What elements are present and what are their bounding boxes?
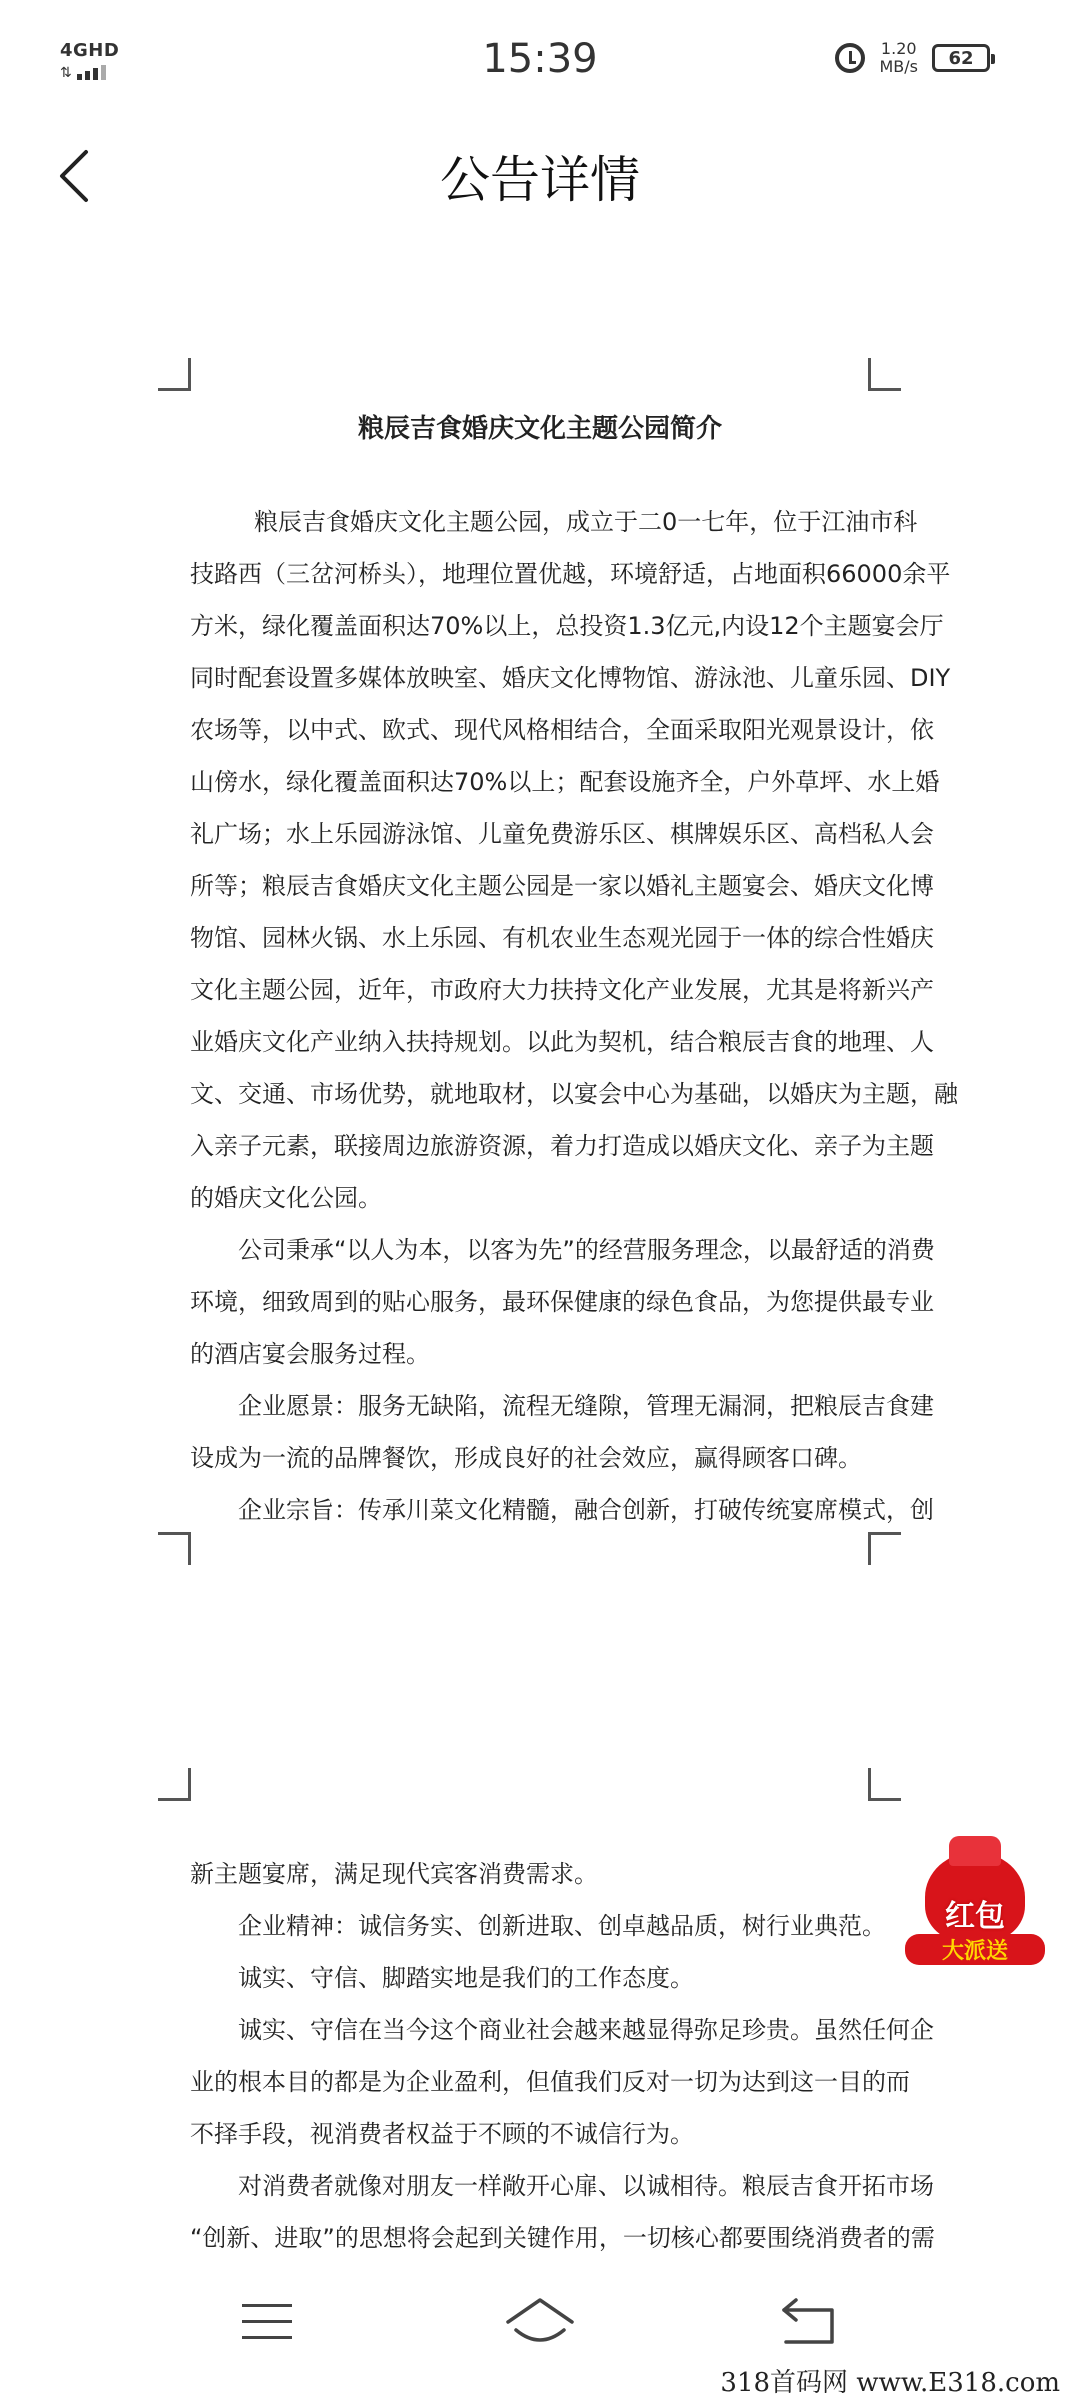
text-line: 公司秉承“以人为本，以客为先”的经营服务理念，以最舒适的消费 — [238, 1236, 935, 1264]
page-title: 公告详情 — [440, 151, 640, 209]
signal-icon: ⇅ — [60, 65, 119, 80]
text-line: 企业宗旨：传承川菜文化精髓，融合创新，打破传统宴席模式，创 — [238, 1496, 934, 1524]
page-corner-mark — [868, 1532, 901, 1565]
network-type: 4GHD — [60, 40, 120, 61]
text-line: 山傍水，绿化覆盖面积达70%以上；配套设施齐全，户外草坪、水上婚 — [190, 768, 940, 796]
text-line: 方米，绿化覆盖面积达70%以上，总投资1.3亿元,内设12个主题宴会厅 — [190, 612, 944, 640]
text-line: 入亲子元素，联接周边旅游资源，着力打造成以婚庆文化、亲子为主题 — [190, 1132, 934, 1160]
text-line: 不择手段，视消费者权益于不顾的不诚信行为。 — [190, 2120, 694, 2148]
alarm-icon — [835, 43, 865, 73]
red-packet-promo-button[interactable] — [905, 1830, 1045, 1980]
text-line: 文化主题公园，近年，市政府大力扶持文化产业发展，尤其是将新兴产 — [190, 976, 934, 1004]
battery-icon: 62 — [932, 44, 990, 72]
page-corner-mark — [158, 358, 191, 391]
red-packet-sublabel: 大派送 — [905, 1934, 1045, 1965]
page-corner-mark — [868, 358, 901, 391]
text-line: 对消费者就像对朋友一样敞开心扉、以诚相待。粮辰吉食开拓市场 — [238, 2172, 934, 2200]
site-watermark: 318首码网 www.E318.com — [720, 2368, 1060, 2398]
text-line: 企业愿景：服务无缺陷，流程无缝隙，管理无漏洞，把粮辰吉食建 — [238, 1392, 934, 1420]
home-icon[interactable] — [500, 2290, 580, 2360]
text-line: 诚实、守信、脚踏实地是我们的工作态度。 — [238, 1964, 694, 1992]
app-header — [0, 120, 1080, 230]
menu-icon[interactable] — [232, 2290, 312, 2360]
text-line: 同时配套设置多媒体放映室、婚庆文化博物馆、游泳池、儿童乐园、DIY — [190, 664, 951, 692]
text-line: 所等；粮辰吉食婚庆文化主题公园是一家以婚礼主题宴会、婚庆文化博 — [190, 872, 934, 900]
page-corner-mark — [158, 1532, 191, 1565]
text-line: 诚实、守信在当今这个商业社会越来越显得弥足珍贵。虽然任何企 — [238, 2016, 934, 2044]
text-line: 物馆、园林火锅、水上乐园、有机农业生态观光园于一体的综合性婚庆 — [190, 924, 934, 952]
text-line: 新主题宴席，满足现代宾客消费需求。 — [190, 1860, 598, 1888]
text-line: 企业精神：诚信务实、创新进取、创卓越品质，树行业典范。 — [238, 1912, 886, 1940]
text-line: 文、交通、市场优势，就地取材，以宴会中心为基础，以婚庆为主题，融 — [190, 1080, 958, 1108]
page-corner-mark — [868, 1768, 901, 1801]
text-line: 礼广场；水上乐园游泳馆、儿童免费游乐区、棋牌娱乐区、高档私人会 — [190, 820, 934, 848]
document-title: 粮辰吉食婚庆文化主题公园简介 — [357, 414, 722, 444]
text-line: 粮辰吉食婚庆文化主题公园，成立于二0一七年，位于江油市科 — [254, 508, 918, 536]
clock: 15:39 — [482, 36, 598, 82]
text-line: 的酒店宴会服务过程。 — [190, 1340, 430, 1368]
text-line: 农场等，以中式、欧式、现代风格相结合，全面采取阳光观景设计，依 — [190, 716, 934, 744]
document-page-2 — [190, 1848, 935, 2264]
text-line: 业的根本目的都是为企业盈利，但值我们反对一切为达到这一目的而 — [190, 2068, 910, 2096]
document-page-1 — [190, 496, 958, 1536]
text-line: 业婚庆文化产业纳入扶持规划。以此为契机，结合粮辰吉食的地理、人 — [190, 1028, 934, 1056]
back-icon[interactable] — [772, 2290, 852, 2360]
text-line: “创新、进取”的思想将会起到关键作用，一切核心都要围绕消费者的需 — [190, 2224, 935, 2252]
text-line: 环境，细致周到的贴心服务，最环保健康的绿色食品，为您提供最专业 — [190, 1288, 934, 1316]
text-line: 的婚庆文化公园。 — [190, 1184, 382, 1212]
network-speed: 1.20 MB/s — [879, 39, 918, 76]
status-bar — [0, 0, 1080, 120]
text-line: 设成为一流的品牌餐饮，形成良好的社会效应，赢得顾客口碑。 — [190, 1444, 862, 1472]
text-line: 技路西（三岔河桥头），地理位置优越，环境舒适，占地面积66000余平 — [190, 560, 951, 588]
red-packet-label: 红包 — [945, 1899, 1005, 1934]
page-corner-mark — [158, 1768, 191, 1801]
